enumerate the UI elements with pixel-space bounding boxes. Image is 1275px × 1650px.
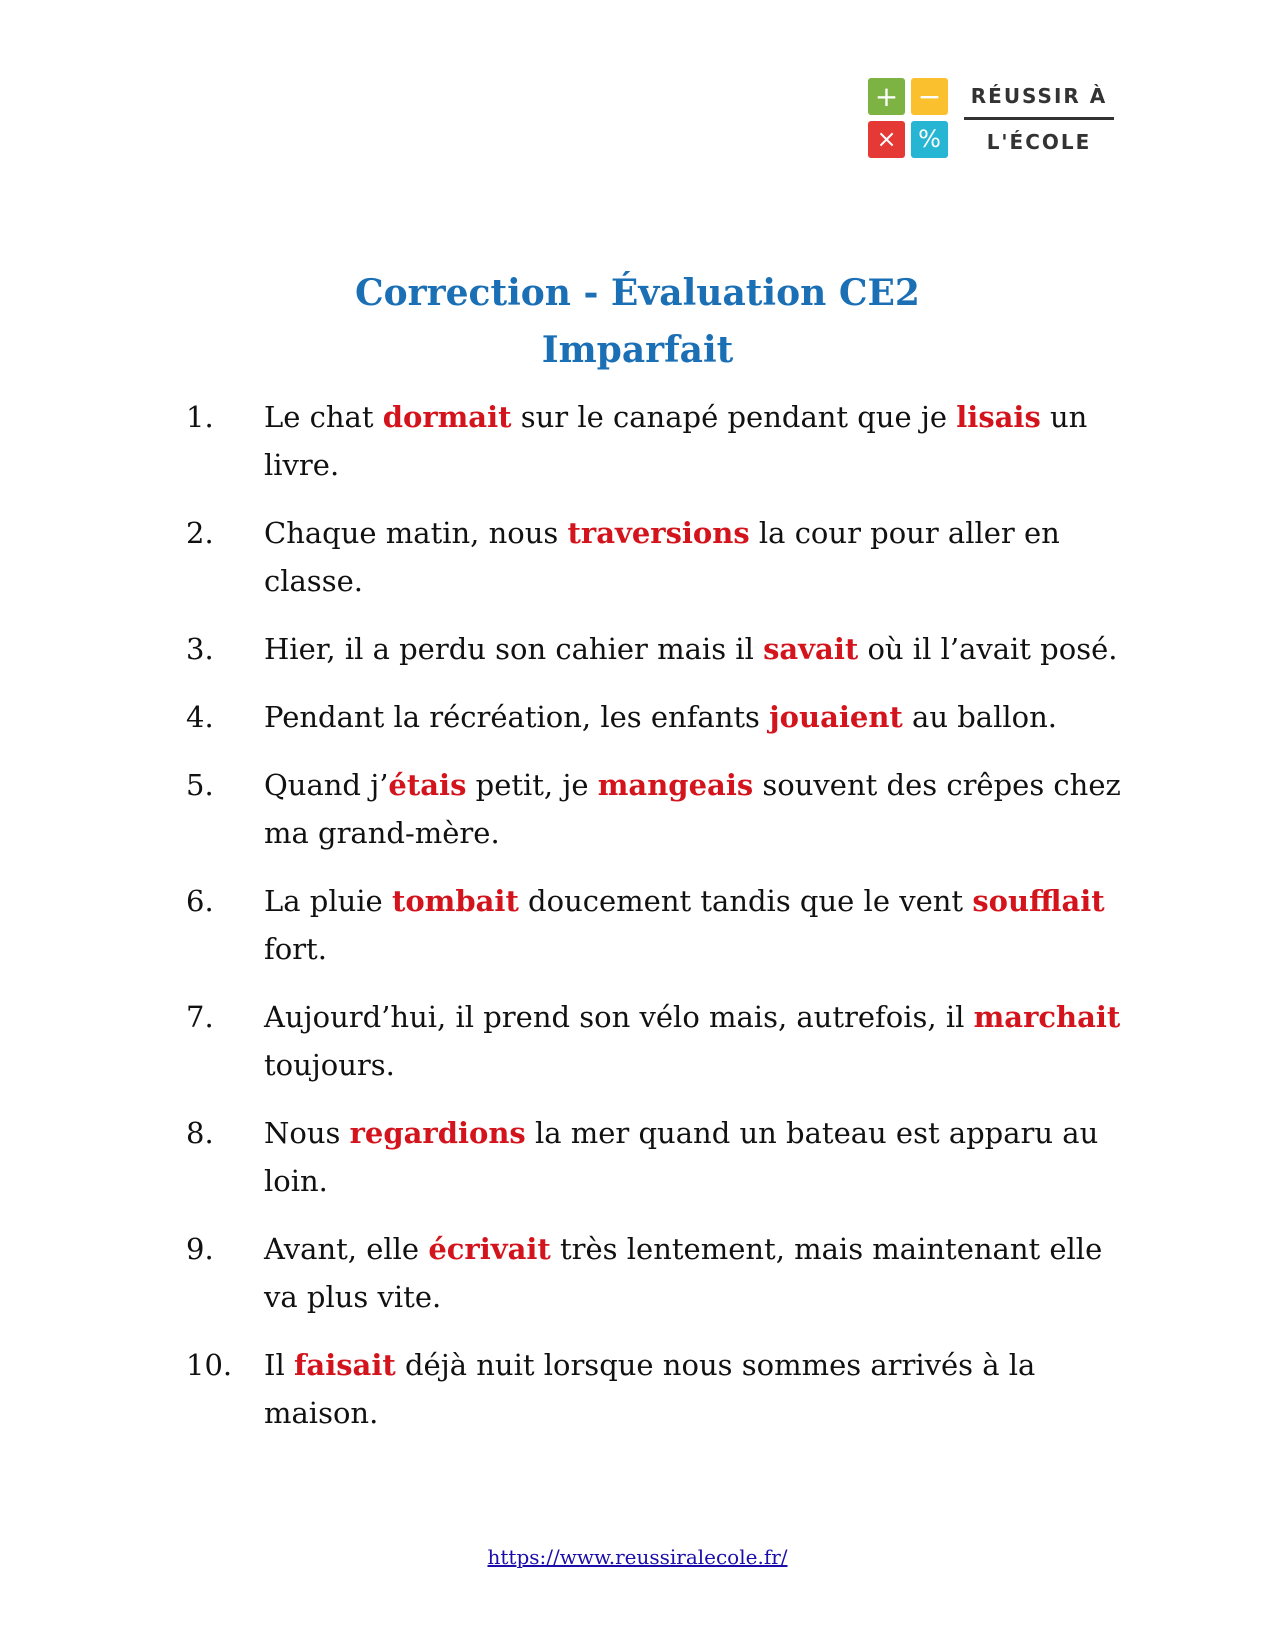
- sentence-text: Avant, elle: [264, 1232, 429, 1266]
- answer-list: [186, 393, 1136, 1457]
- sentence-text: où il l’avait posé.: [858, 632, 1118, 666]
- sentence: [264, 516, 1060, 598]
- item-number: 1.: [186, 400, 214, 434]
- plus-icon: +: [868, 78, 905, 115]
- sentence-text: Il: [264, 1348, 294, 1382]
- answer-verb: soufflait: [972, 884, 1105, 918]
- sentence: [264, 884, 1105, 966]
- brand-divider: [964, 117, 1114, 120]
- item-number: 6.: [186, 884, 214, 918]
- sentence-text: Pendant la récréation, les enfants: [264, 700, 770, 734]
- answer-verb: regardions: [349, 1116, 526, 1150]
- sentence-text: un livre.: [264, 400, 1088, 482]
- sentence-text: très lentement, mais maintenant elle va plus vite.: [264, 1232, 1103, 1314]
- sentence-text: La pluie: [264, 884, 392, 918]
- sentence-text: sur le canapé pendant que je: [511, 400, 957, 434]
- answer-verb: marchait: [973, 1000, 1121, 1034]
- answer-verb: traversions: [567, 516, 750, 550]
- sentence-text: Nous: [264, 1116, 350, 1150]
- list-item: [186, 1341, 1136, 1437]
- sentence-text: la mer quand un bateau est apparu au loin.: [264, 1116, 1099, 1198]
- list-item: [186, 877, 1136, 973]
- item-number: 5.: [186, 768, 214, 802]
- sentence: [264, 1232, 1102, 1314]
- list-item: [186, 993, 1136, 1089]
- sentence-text: Aujourd’hui, il prend son vélo mais, autrefois, il: [264, 1000, 974, 1034]
- percent-icon: %: [911, 121, 948, 158]
- sentence-text: Le chat: [264, 400, 383, 434]
- answer-verb: étais: [388, 768, 467, 802]
- sentence-text: la cour pour aller en classe.: [264, 516, 1060, 598]
- sentence-text: fort.: [264, 932, 327, 966]
- sentence-text: toujours.: [264, 1048, 395, 1082]
- list-item: [186, 693, 1136, 741]
- item-number: 9.: [186, 1232, 214, 1266]
- footer: [0, 1545, 1275, 1569]
- item-number: 2.: [186, 516, 214, 550]
- list-item: [186, 761, 1136, 857]
- sentence-text: Quand j’: [264, 768, 389, 802]
- list-item: [186, 1109, 1136, 1205]
- sentence: [264, 700, 1057, 734]
- sentence-text: souvent des crêpes chez ma grand-mère.: [264, 768, 1121, 850]
- sentence-text: doucement tandis que le vent: [518, 884, 973, 918]
- sentence: [264, 1116, 1098, 1198]
- website-link[interactable]: https://www.reussiralecole.fr/: [487, 1545, 788, 1569]
- list-item: [186, 393, 1136, 489]
- logo-tiles: [868, 78, 950, 160]
- list-item: [186, 1225, 1136, 1321]
- answer-verb: écrivait: [428, 1232, 551, 1266]
- sentence: [264, 1348, 1035, 1430]
- sentence: [264, 1000, 1120, 1082]
- sentence-text: Hier, il a perdu son cahier mais il: [264, 632, 764, 666]
- answer-verb: tombait: [391, 884, 519, 918]
- sentence-text: au ballon.: [902, 700, 1057, 734]
- brand-logo: [868, 78, 1118, 160]
- title-line-2: Imparfait: [541, 329, 734, 371]
- answer-verb: savait: [763, 632, 859, 666]
- list-item: [186, 625, 1136, 673]
- answer-verb: lisais: [956, 400, 1041, 434]
- sentence-text: petit, je: [466, 768, 598, 802]
- sentence-text: Chaque matin, nous: [264, 516, 568, 550]
- sentence: [264, 632, 1117, 666]
- answer-verb: faisait: [293, 1348, 396, 1382]
- sentence: [264, 400, 1087, 482]
- brand-name-line2: L'ÉCOLE: [986, 130, 1092, 154]
- answer-verb: dormait: [382, 400, 512, 434]
- answer-verb: mangeais: [597, 768, 754, 802]
- item-number: 8.: [186, 1116, 214, 1150]
- sentence: [264, 768, 1121, 850]
- multiply-icon: ×: [868, 121, 905, 158]
- item-number: 3.: [186, 632, 214, 666]
- item-number: 10.: [186, 1348, 233, 1382]
- document-title: [0, 265, 1275, 379]
- list-item: [186, 509, 1136, 605]
- minus-icon: −: [911, 78, 948, 115]
- sentence-text: déjà nuit lorsque nous sommes arrivés à la maison.: [264, 1348, 1036, 1430]
- brand-name-line1: RÉUSSIR À: [970, 84, 1108, 108]
- title-line-1: Correction - Évaluation CE2: [355, 272, 920, 314]
- answer-verb: jouaient: [769, 700, 903, 734]
- item-number: 4.: [186, 700, 214, 734]
- item-number: 7.: [186, 1000, 214, 1034]
